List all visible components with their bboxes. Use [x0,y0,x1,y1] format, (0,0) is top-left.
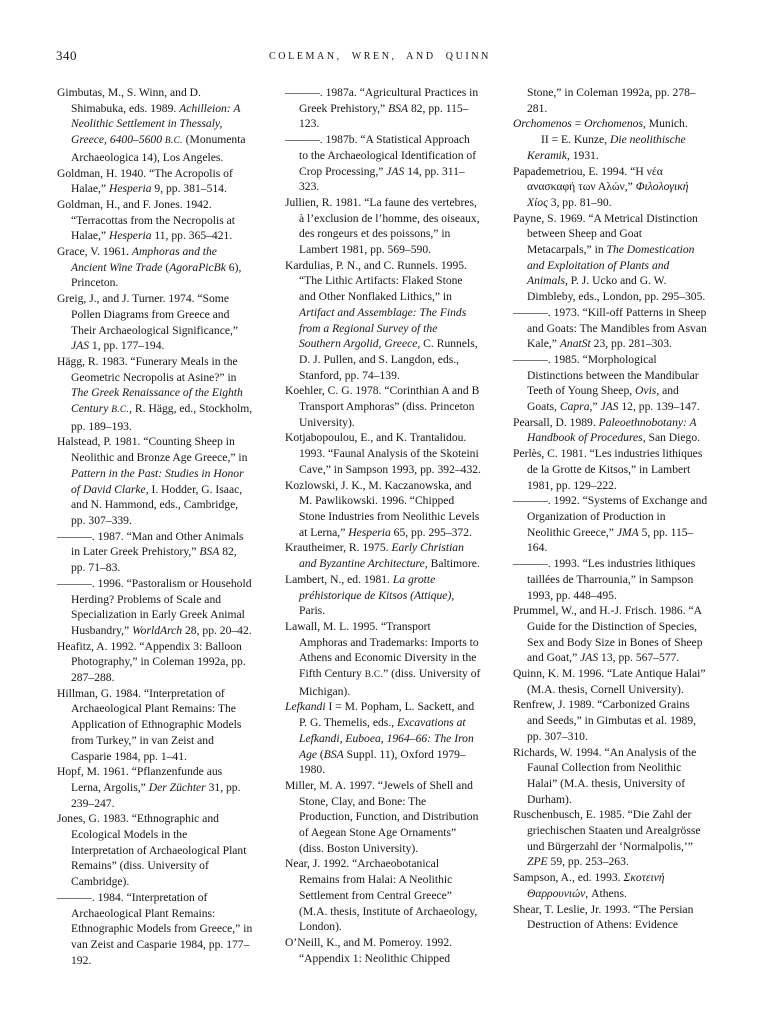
bib-entry: Kardulias, P. N., and C. Runnels. 1995. “The Lithic Artifacts: Flaked Stone and Other Nonflaked Lithics,” in Artifact and Assemblage: The Finds from a Regional Survey of the Southern Argolid, Greece, C. Runnels, D. J. Pullen, and S. Langdon, eds., Stanford, pp. 74–139. [285,258,478,382]
bib-entry: Prummel, W., and H.-J. Frisch. 1986. “A Guide for the Distinction of Species, Sex and Body Size in Bones of Sheep and Goat,” JAS 13, pp. 567–577. [513,604,703,665]
bib-entry: Perlès, C. 1981. “Les industries lithiques de la Grotte de Kitsos,” in Lambert 1981, pp. 129–222. [513,447,703,492]
bib-entry: Grace, V. 1961. Amphoras and the Ancient Wine Trade (AgoraPicBk 6), Princeton. [57,245,242,290]
bib-entry: Greig, J., and J. Turner. 1974. “Some Pollen Diagrams from Greece and Their Archaeological Significance,” JAS 1, pp. 177–194. [57,292,239,353]
bib-entry: Payne, S. 1969. “A Metrical Distinction between Sheep and Goat Metacarpals,” in The Domestication and Exploitation of Plants and Animals, P. J. Ucko and G. W. Dimbleby, eds., London, pp. 295–305. [513,211,706,304]
bib-entry: Lambert, N., ed. 1981. La grotte préhistorique de Kitsos (Attique), Paris. [285,572,455,618]
bib-entry: Ruschenbusch, E. 1985. “Die Zahl der griechischen Staaten und Arealgrösse und Bürgerzahl der ‘Normalpolis,’” ZPE 59, pp. 253–263. [513,808,701,869]
bib-entry: Stone,” in Coleman 1992a, pp. 278–281. [527,86,696,115]
bib-entry: Richards, W. 1994. “An Analysis of the Faunal Collection from Neolithic Halai” (M.A. thesis, University of Durham). [513,745,697,806]
bib-entry: Kozlowski, J. K., M. Kaczanowska, and M. Pawlikowski. 1996. “Chipped Stone Industries from Neolithic Levels at Lerna,” Hesperia 65, pp. 295–372. [285,478,480,539]
running-head: COLEMAN, WREN, AND QUINN [269,51,491,62]
bib-column [285,85,481,968]
bib-entry: ———. 1992. “Systems of Exchange and Organization of Production in Neolithic Greece,” JMA 5, pp. 115–164. [513,494,708,555]
indent-spacer [527,142,541,143]
bib-entry: ———. 1987. “Man and Other Animals in Later Greek Prehistory,” BSA 82, pp. 71–83. [57,529,244,575]
bib-entry: ———. 1996. “Pastoralism or Household Herding? Problems of Scale and Specialization in Early Greek Animal Husbandry,” WorldArch 28, pp. 20–42. [57,576,252,637]
bib-entry: Goldman, H. 1940. “The Acropolis of Halae,” Hesperia 9, pp. 381–514. [57,166,233,196]
bib-entry: ———. 1993. “Les industries lithiques taillées de Tharrounia,” in Sampson 1993, pp. 448–495. [513,557,696,602]
bib-column [57,85,253,968]
page-number: 340 [56,48,77,63]
bib-entry: Near, J. 1992. “Archaeobotanical Remains from Halai: A Neolithic Settlement from Central Greece” (M.A. thesis, Institute of Archaeology, London). [285,857,478,934]
bib-entry: ———. 1987b. “A Statistical Approach to the Archaeological Identification of Crop Processing,” JAS 14, pp. 311–323. [285,133,477,194]
bib-entry: Halstead, P. 1981. “Counting Sheep in Neolithic and Bronze Age Greece,” in Pattern in the Past: Studies in Honor of David Clarke, I. Hodder, G. Isaac, and N. Hammond, eds., Cambridge, pp. 307–339. [57,435,248,527]
bib-entry: Kotjabopoulou, E., and K. Trantalidou. 1993. “Faunal Analysis of the Skoteini Cave,” in Sampson 1993, pp. 392–432. [285,431,481,476]
bib-entry: Pearsall, D. 1989. Paleoethnobotany: A Handbook of Procedures, San Diego. [513,415,701,445]
bib-entry: Heafitz, A. 1992. “Appendix 3: Balloon Photography,” in Coleman 1992a, pp. 287–288. [57,639,246,685]
bib-entry: Krautheimer, R. 1975. Early Christian and Byzantine Architecture, Baltimore. [285,541,480,571]
bib-entry: Lefkandi I = M. Popham, L. Sackett, and P. G. Themelis, eds., Excavations at Lefkandi, Euboea, 1964–66: The Iron Age (BSA Suppl. 11), Oxford 1979–1980. [285,700,475,777]
bib-entry: Papademetriou, E. 1994. “Η νέα ανασκαφή των Αλών,” Φιλολογική Χίος 3, pp. 81–90. [513,164,689,209]
bib-entry: Koehler, C. G. 1978. “Corinthian A and B Transport Amphoras” (diss. Princeton University). [285,384,480,429]
bib-entry: Lawall, M. L. 1995. “Transport Amphoras and Trademarks: Imports to Athens and Economic Diversity in the Fifth Century B.C.” (diss. University of Michigan). [285,619,481,698]
bib-entry: Hillman, G. 1984. “Interpretation of Archaeological Plant Remains: The Application of Ethnographic Models from Turkey,” in van Zeist and Casparie 1984, pp. 1–41. [57,686,242,763]
bib-entry: Jullien, R. 1981. “La faune des vertebres, à l’exclusion de l’homme, des oiseaux, des rongeurs et des poissons,” in Lambert 1981, pp. 569–590. [285,195,480,257]
bib-entry: Shear, T. Leslie, Jr. 1993. “The Persian Destruction of Athens: Evidence [513,902,694,932]
bib-entry: Quinn, K. M. 1996. “Late Antique Halai” (M.A. thesis, Cornell University). [513,667,706,696]
bib-entry: Jones, G. 1983. “Ethnographic and Ecological Models in the Interpretation of Archaeological Plant Remains” (diss. University of Cambridge). [57,812,247,889]
bib-entry: Hägg, R. 1983. “Funerary Meals in the Geometric Necropolis at Asine?” in The Greek Renaissance of the Eighth Century B.C., R. Hägg, ed., Stockholm, pp. 189–193. [57,354,253,433]
bib-entry: ———. 1985. “Morphological Distinctions between the Mandibular Teeth of Young Sheep, Ovis, and Goats, Capra,” JAS 12, pp. 139–147. [513,352,700,414]
bib-entry: Renfrew, J. 1989. “Carbonized Grains and Seeds,” in Gimbutas et al. 1989, pp. 307–310. [513,698,697,743]
bib-entry: O’Neill, K., and M. Pomeroy. 1992. “Appendix 1: Neolithic Chipped [285,935,453,965]
bib-entry: Miller, M. A. 1997. “Jewels of Shell and Stone, Clay, and Bone: The Production, Function, and Distribution of Aegean Stone Age Ornaments” (diss. Boston University). [285,778,479,855]
bib-entry: Hopf, M. 1961. “Pflanzenfunde aus Lerna, Argolis,” Der Züchter 31, pp. 239–247. [57,765,241,810]
bib-entry: Gimbutas, M., S. Winn, and D. Shimabuka, eds. 1989. Achilleion: A Neolithic Settlement in Thessaly, Greece, 6400–5600 B.C. (Monumenta Archaeologica 14), Los Angeles. [57,86,246,164]
bib-entry: Goldman, H., and F. Jones. 1942. “Terracottas from the Necropolis at Halae,” Hesperia 11, pp. 365–421. [57,197,236,243]
bib-column [513,85,709,968]
bib-entry: ———. 1984. “Interpretation of Archaeological Plant Remains: Ethnographic Models from Greece,” in van Zeist and Casparie 1984, pp. 177–192. [57,890,253,967]
bibliography [57,85,709,968]
bib-entry: Orchomenos = Orchomenos, Munich. II = E. Kunze, Die neolithische Keramik, 1931. [513,117,688,162]
bib-entry: Sampson, A., ed. 1993. Σκοτεινή Θαρρουνιών, Athens. [513,871,665,900]
bib-entry: ———. 1987a. “Agricultural Practices in Greek Prehistory,” BSA 82, pp. 115–123. [285,86,479,131]
bib-entry: ———. 1973. “Kill-off Patterns in Sheep and Goats: The Mandibles from Asvan Kale,” AnatSt 23, pp. 281–303. [513,305,707,351]
